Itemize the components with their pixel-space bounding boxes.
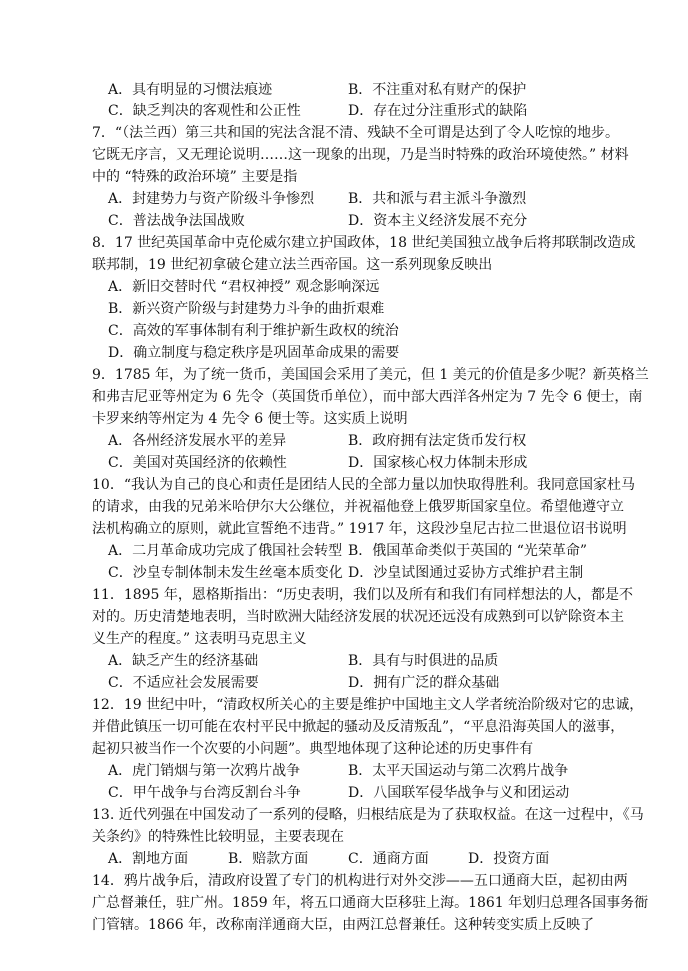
answer-option: C．通商方面 [348,851,429,867]
question-text-line: 8．17 世纪英国革命中克伦威尔建立护国政体，18 世纪美国独立战争后将邦联制改造成 [92,235,636,251]
answer-option: D．沙皇试图通过妥协方式维护君主制 [348,565,584,581]
answer-option: A．封建势力与资产阶级斗争惨烈 [108,191,315,207]
answer-option: A．各州经济发展水平的差异 [108,433,287,449]
question-text-line: 对的。历史清楚地表明，当时欧洲大陆经济发展的状况还远没有成熟到可以铲除资本主 [92,609,624,625]
question-text-line: 起初只被当作一个次要的小问题”。典型地体现了这种论述的历史事件有 [92,741,534,757]
answer-option: C．普法战争法国战败 [108,213,245,229]
answer-option: A．缺乏产生的经济基础 [108,653,259,669]
answer-option: D．存在过分注重形式的缺陷 [348,103,528,119]
answer-option: D．投资方面 [468,851,550,867]
question-text-line: 义生产的程度。” 这表明马克思主义 [92,631,307,647]
question-text-line: 法机构确立的原则，就此宣誓绝不违背。” 1917 年，这段沙皇尼古拉二世退位诏书说明 [92,521,627,537]
question-text-line: 11．1895 年，恩格斯指出：“历史表明，我们以及所有和我们有同样想法的人，都是不 [92,587,634,603]
answer-option: A．具有明显的习惯法痕迹 [108,82,273,98]
answer-option: A．割地方面 [108,851,189,867]
answer-option: A．新旧交替时代 “君权神授” 观念影响深远 [108,279,380,295]
answer-option: B．不注重对私有财产的保护 [348,82,527,98]
question-text-line: 14．鸦片战争后，清政府设置了专门的机构进行对外交涉——五口通商大臣，起初由两 [92,873,628,889]
answer-option: A．二月革命成功完成了俄国社会转型 [108,543,343,559]
answer-option: B．共和派与君主派斗争激烈 [348,191,527,207]
question-text-line: 它既无序言，又无理论说明……这一现象的出现，乃是当时特殊的政治环境使然。” 材料 [92,147,629,163]
answer-option: B．政府拥有法定货币发行权 [348,433,527,449]
answer-option: B．赔款方面 [228,851,309,867]
question-text-line: 和弗吉尼亚等州定为 6 先令（英国货币单位），而中部大西洋各州定为 7 先令 6 便士，南 [92,389,643,405]
answer-option: B．具有与时俱进的品质 [348,653,499,669]
answer-option: C．美国对英国经济的依赖性 [108,455,287,471]
answer-option: C．缺乏判决的客观性和公正性 [108,103,301,119]
question-text-line: 门管辖。1866 年，改称南洋通商大臣，由两江总督兼任。这种转变实质上反映了 [92,917,595,933]
answer-option: D．资本主义经济发展不充分 [348,213,528,229]
question-text-line: 卡罗来纳等州定为 4 先令 6 便士等。这实质上说明 [92,411,408,427]
question-text-line: 中的 “特殊的政治环境” 主要是指 [92,169,298,185]
question-text-line: 的请求，由我的兄弟米哈伊尔大公继位，并祝福他登上俄罗斯国家皇位。希望他遵守立 [92,499,624,515]
answer-option: B．太平天国运动与第二次鸦片战争 [348,763,569,779]
question-text-line: 联邦制，19 世纪初拿破仑建立法兰西帝国。这一系列现象反映出 [92,257,493,273]
answer-option: B．新兴资产阶级与封建势力斗争的曲折艰难 [108,301,385,317]
answer-option: C．沙皇专制体制未发生丝毫本质变化 [108,565,343,581]
answer-option: D．确立制度与稳定秩序是巩固革命成果的需要 [108,345,400,361]
answer-option: C．高效的军事体制有利于维护新生政权的统治 [108,323,399,339]
question-text-line: 10．“我认为自己的良心和责任是团结人民的全部力量以加快取得胜利。我同意国家杜马 [92,477,635,493]
answer-option: D．八国联军侵华战争与义和团运动 [348,785,570,801]
answer-option: D．国家核心权力体制未形成 [348,455,528,471]
question-text-line: 12．19 世纪中叶，“清政权所关心的主要是维护中国地主文人学者统治阶级对它的忠诚， [92,697,644,713]
question-text-line: 关条约》的特殊性比较明显，主要表现在 [92,829,344,845]
answer-option: D．拥有广泛的群众基础 [348,675,500,691]
answer-option: B．俄国革命类似于英国的 “光荣革命” [348,543,588,559]
question-text-line: 并借此镇压一切可能在农村平民中掀起的骚动及反清叛乱”，“平息沿海英国人的滋事， [92,719,625,735]
question-text-line: 13. 近代列强在中国发动了一系列的侵略，归根结底是为了获取权益。在这一过程中，《马 [92,807,644,823]
question-text-line: 广总督兼任，驻广州。1859 年，将五口通商大臣移驻上海。1861 年划归总理各国事务衙 [92,895,649,911]
answer-option: C．不适应社会发展需要 [108,675,259,691]
question-text-line: 9．1785 年，为了统一货币，美国国会采用了美元，但 1 美元的价值是多少呢？新英格兰 [92,367,649,383]
answer-option: C．甲午战争与台湾反割台斗争 [108,785,301,801]
answer-option: A．虎门销烟与第一次鸦片战争 [108,763,301,779]
question-text-line: 7．“（法兰西）第三共和国的宪法含混不清、残缺不全可谓是达到了令人吃惊的地步。 [92,125,620,141]
